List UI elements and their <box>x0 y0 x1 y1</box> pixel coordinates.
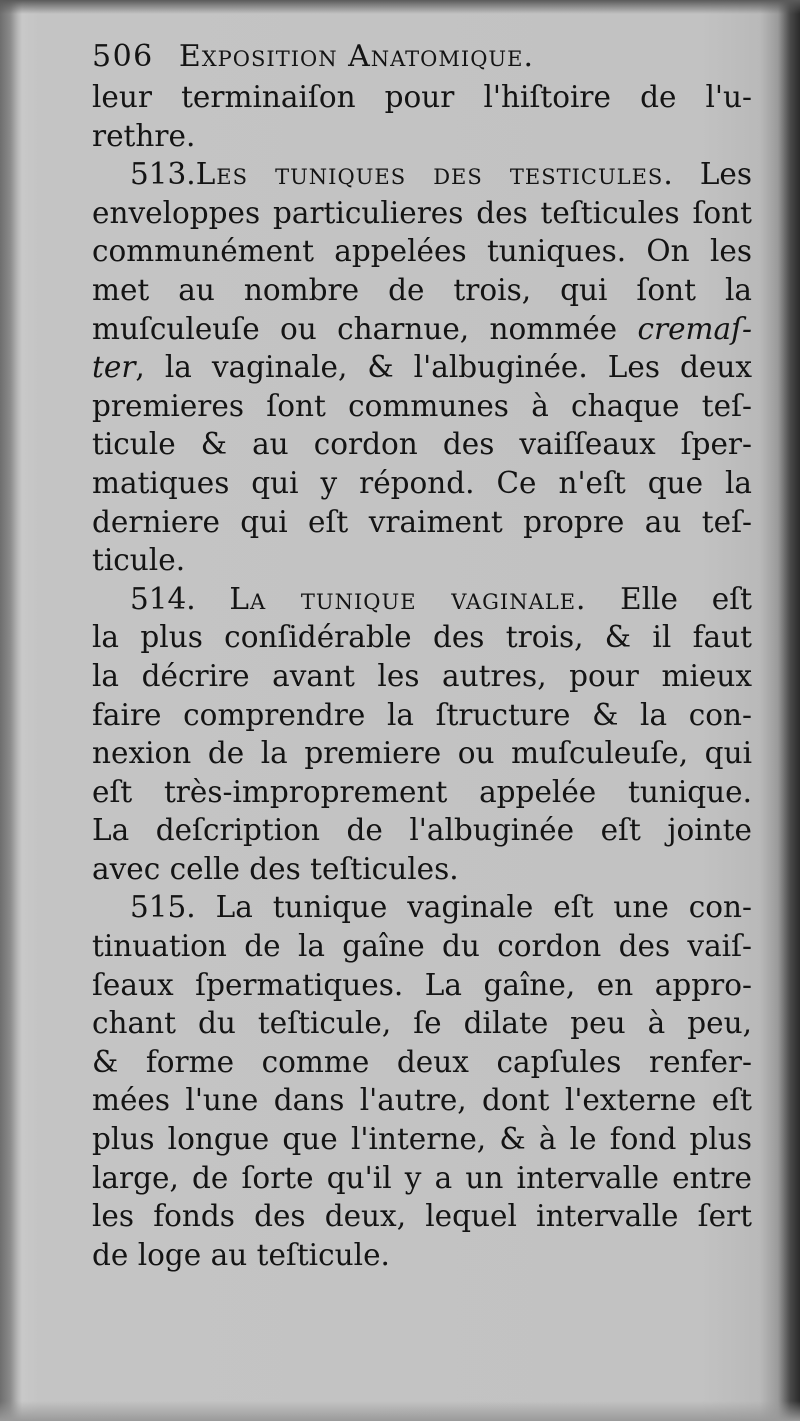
page-bottom-shadow <box>0 1401 800 1421</box>
running-header <box>92 36 752 78</box>
text-line: les fonds des deux, lequel intervalle ſert <box>92 1199 752 1234</box>
italic-term: cremaſ- <box>637 311 752 346</box>
section-number: 514. <box>130 581 196 616</box>
text-line: ter, la vaginale, & l'albuginée. Les deux <box>92 350 752 385</box>
section-heading-line <box>92 155 752 194</box>
text-line: leur terminaiſon pour l'hiſtoire de l'u- <box>92 80 752 114</box>
page-number: 506 <box>92 39 154 74</box>
section-heading: La tunique vaginale. <box>229 581 587 616</box>
text-line: La deſcription de l'albuginée eſt jointe <box>92 813 752 848</box>
text-line: large, de ſorte qu'il y a un intervalle entre <box>92 1160 752 1195</box>
text-fragment: La tunique vaginale eſt une con- <box>215 890 752 925</box>
section-heading-line <box>92 888 752 927</box>
text-line: met au nombre de trois, qui ſont la <box>92 272 752 307</box>
page-text <box>92 36 752 1274</box>
text-line: ſeaux ſpermatiques. La gaîne, en appro- <box>92 967 752 1002</box>
text-line: eſt très-improprement appelée tunique. <box>92 774 752 809</box>
italic-term: ter <box>92 350 136 385</box>
section-number: 515. <box>130 890 196 925</box>
text-line: la décrire avant les autres, pour mieux <box>92 658 752 693</box>
text-line: rethre. <box>92 118 196 153</box>
text-fragment: muſculeuſe ou charnue, nommée <box>92 311 618 346</box>
text-line: nexion de la premiere ou muſculeuſe, qui <box>92 736 752 771</box>
text-line <box>92 310 752 349</box>
text-line: communément appelées tuniques. On les <box>92 234 752 269</box>
text-line: matiques qui y répond. Ce n'eſt que la <box>92 465 752 500</box>
text-line: avec celle des teſticules. <box>92 851 459 886</box>
text-line: de loge au teſticule. <box>92 1237 390 1272</box>
section-number: 513. <box>130 157 196 192</box>
text-fragment: Les <box>699 157 752 192</box>
text-line: enveloppes particulieres des teſticules ſont <box>92 195 752 230</box>
text-line: faire comprendre la ſtructure & la con- <box>92 697 752 732</box>
text-line: & forme comme deux capſules renfer- <box>92 1044 752 1079</box>
page-top-shadow <box>0 0 800 14</box>
section-heading-line <box>92 580 752 619</box>
text-line: la plus conſidérable des trois, & il faut <box>92 620 752 655</box>
text-line: chant du teſticule, ſe dilate peu à peu, <box>92 1006 752 1041</box>
running-title: Exposition Anatomique. <box>178 39 534 74</box>
text-fragment: Elle eſt <box>620 581 752 616</box>
text-line: plus longue que l'interne, & à le fond plus <box>92 1122 752 1157</box>
text-line: mées l'une dans l'autre, dont l'externe eſt <box>92 1083 752 1118</box>
text-line: tinuation de la gaîne du cordon des vaiſ- <box>92 929 752 964</box>
text-line: ticule. <box>92 543 186 578</box>
text-line: ticule & au cordon des vaiſſeaux ſper- <box>92 427 752 462</box>
text-line: derniere qui eſt vraiment propre au teſ- <box>92 504 752 539</box>
text-line: premieres ſont communes à chaque teſ- <box>92 388 752 423</box>
section-heading: Les tuniques des testicules. <box>195 157 674 192</box>
